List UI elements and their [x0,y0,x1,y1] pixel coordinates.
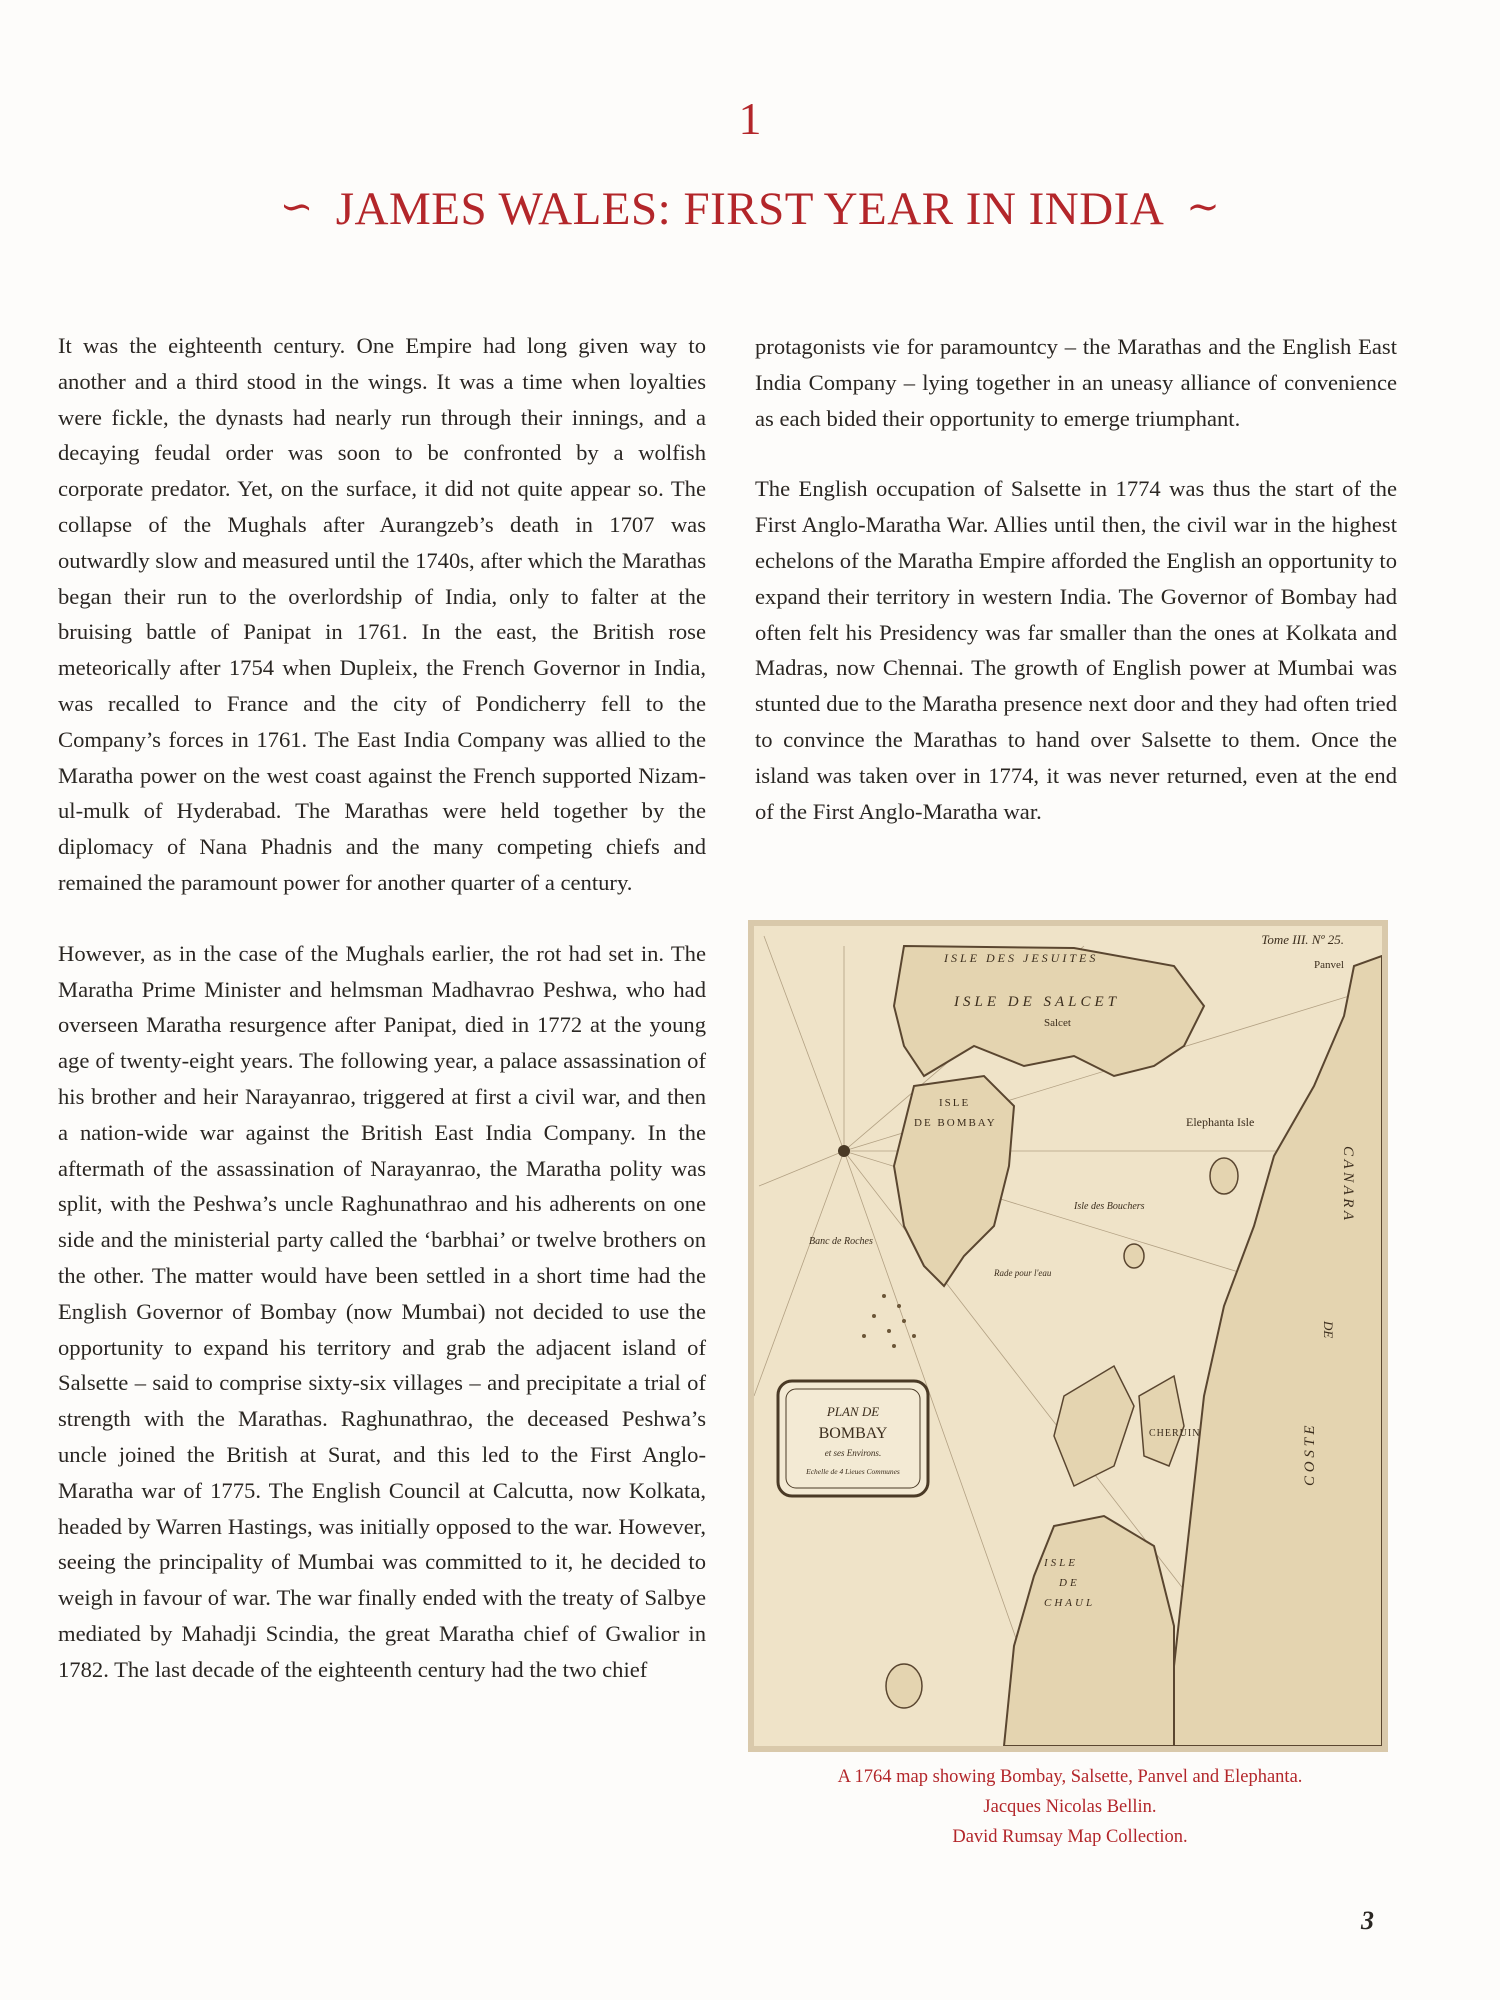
chapter-title-text: JAMES WALES: FIRST YEAR IN INDIA [335,183,1165,235]
caption-line: A 1764 map showing Bombay, Salsette, Panvel and Elephanta. [837,1767,1303,1787]
caption-line: David Rumsay Map Collection. [952,1827,1188,1847]
map-label-coste: C O S T E [1302,1425,1318,1486]
cartouche-line2: BOMBAY [818,1425,888,1442]
caption-line: Jacques Nicolas Bellin. [983,1797,1157,1817]
map-caption [740,1762,1400,1852]
right-column [755,329,1397,864]
cartouche-line3: et ses Environs. [824,1448,882,1458]
compass-rose-icon [838,1145,850,1157]
map-label-bouchers: Isle des Bouchers [1074,1201,1145,1212]
map-label-rade: Rade pour l'eau [994,1268,1052,1278]
map-label-cheruin: CHERUIN [1149,1428,1201,1439]
map-label-isle-bombay: ISLE [939,1097,971,1109]
page-number: 3 [1361,1906,1374,1935]
map-label-rochers: Banc de Roches [809,1236,873,1247]
map-label-canara: C A N A R A [1340,1146,1356,1221]
map-label-elephanta: Elephanta Isle [1186,1115,1255,1129]
map-cartouche [778,1381,928,1496]
body-paragraph: However, as in the case of the Mughals earlier, the rot had set in. The Maratha Prime Minister and helmsman Madhavrao Peshwa, who had overseen Maratha resurgence after Panipat, died in 1772 at the young age of twenty-eight years. The following year, a palace assassination of his brother and heir Narayanrao, triggered at first a civil war, and then a nation-wide war against the British East India Company. In the aftermath of the assassination of Narayanrao, the Maratha polity was split, with the Peshwa’s uncle Raghunathrao and his adherents on one side and the ministerial party called the ‘barbhai’ or twelve brothers on the other. The matter would have been settled in a short time had the English Governor of Bombay (now Mumbai) not decided to use the opportunity to expand his territory and grab the adjacent island of Salsette – said to comprise sixty-six villages – and precipitate a trial of strength with the Marathas. Raghunathrao, the deceased Peshwa’s uncle joined the British at Surat, and this led to the First Anglo-Maratha war of 1775. The English Council at Calcutta, now Kolkata, headed by Warren Hastings, was initially opposed to the war. However, seeing the principality of Mumbai was committed to it, he decided to weigh in favour of war. The war finally ended with the treaty of Salbye mediated by Mahadji Scindia, the great Maratha chief of Gwalior in 1782. The last decade of the eighteenth century had the two chief [58,940,706,1682]
chapter-number: 1 [738,93,762,144]
cartouche-line4: Echelle de 4 Lieues Communes [806,1467,900,1476]
map-label-salcet: ISLE DE SALCET [954,994,1121,1010]
left-swash-ornament: ∽ [279,184,314,229]
map-label-chaul: CHAUL [1044,1597,1096,1609]
body-paragraph: It was the eighteenth century. One Empire had long given way to another and a third stood in the wings. It was a time when loyalties were fickle, the dynasts had nearly run through their innings, and a decaying feudal order was soon to be confronted by a wolfish corporate predator. Yet, on the surface, it did not quite appear so. The collapse of the Mughals after Aurangzeb’s death in 1707 was outwardly slow and measured until the 1740s, after which the Marathas began their run to the overlordship of India, only to falter at the bruising battle of Panipat in 1761. In the east, the British rose meteorically after 1754 when Dupleix, the French Governor in India, was recalled to France and the city of Pondicherry fell to the Company’s forces in 1761. The East India Company was allied to the Maratha power on the west coast against the French supported Nizam-ul-mulk of Hyderabad. The Marathas were held together by the diplomacy of Nana Phadnis and the many competing chiefs and remained the paramount power for another quarter of a century. [58,333,706,895]
map-illustration [754,926,1382,1746]
map-label-chaul-isle: ISLE [1044,1557,1078,1569]
map-tome-label: Tome III. Nº 25. [1261,932,1344,947]
map-label-jesuites: ISLE DES JESUITES [944,951,1099,965]
historic-map-figure [748,920,1388,1752]
map-label-de-bombay: DE BOMBAY [914,1117,997,1129]
map-label-chaul-de: DE [1059,1577,1080,1589]
body-paragraph: The English occupation of Salsette in 1774 was thus the start of the First Anglo-Maratha War. Allies until then, the civil war in the highest echelons of the Maratha Empire afforded the English an opportunity to expand their territory in western India. The Governor of Bombay had often felt his Presidency was far smaller than the ones at Kolkata and Madras, now Chennai. The growth of English power at Mumbai was stunted due to the Maratha presence next door and they had often tried to convince the Marathas to hand over Salsette to them. Once the island was taken over in 1774, it was never returned, even at the end of the First Anglo-Maratha war. [755,476,1397,824]
body-paragraph: protagonists vie for paramountcy – the Marathas and the English East India Company – lying together in an uneasy alliance of convenience as each bided their opportunity to emerge triumphant. [755,334,1397,431]
map-label-de: DE [1321,1321,1336,1339]
left-column [58,328,706,1722]
map-label-salcet-town: Salcet [1044,1017,1071,1029]
chapter-title [0,182,1500,236]
map-label-panvel: Panvel [1314,959,1344,971]
right-swash-ornament: ∼ [1186,184,1221,229]
cartouche-line1: PLAN DE [826,1404,880,1419]
